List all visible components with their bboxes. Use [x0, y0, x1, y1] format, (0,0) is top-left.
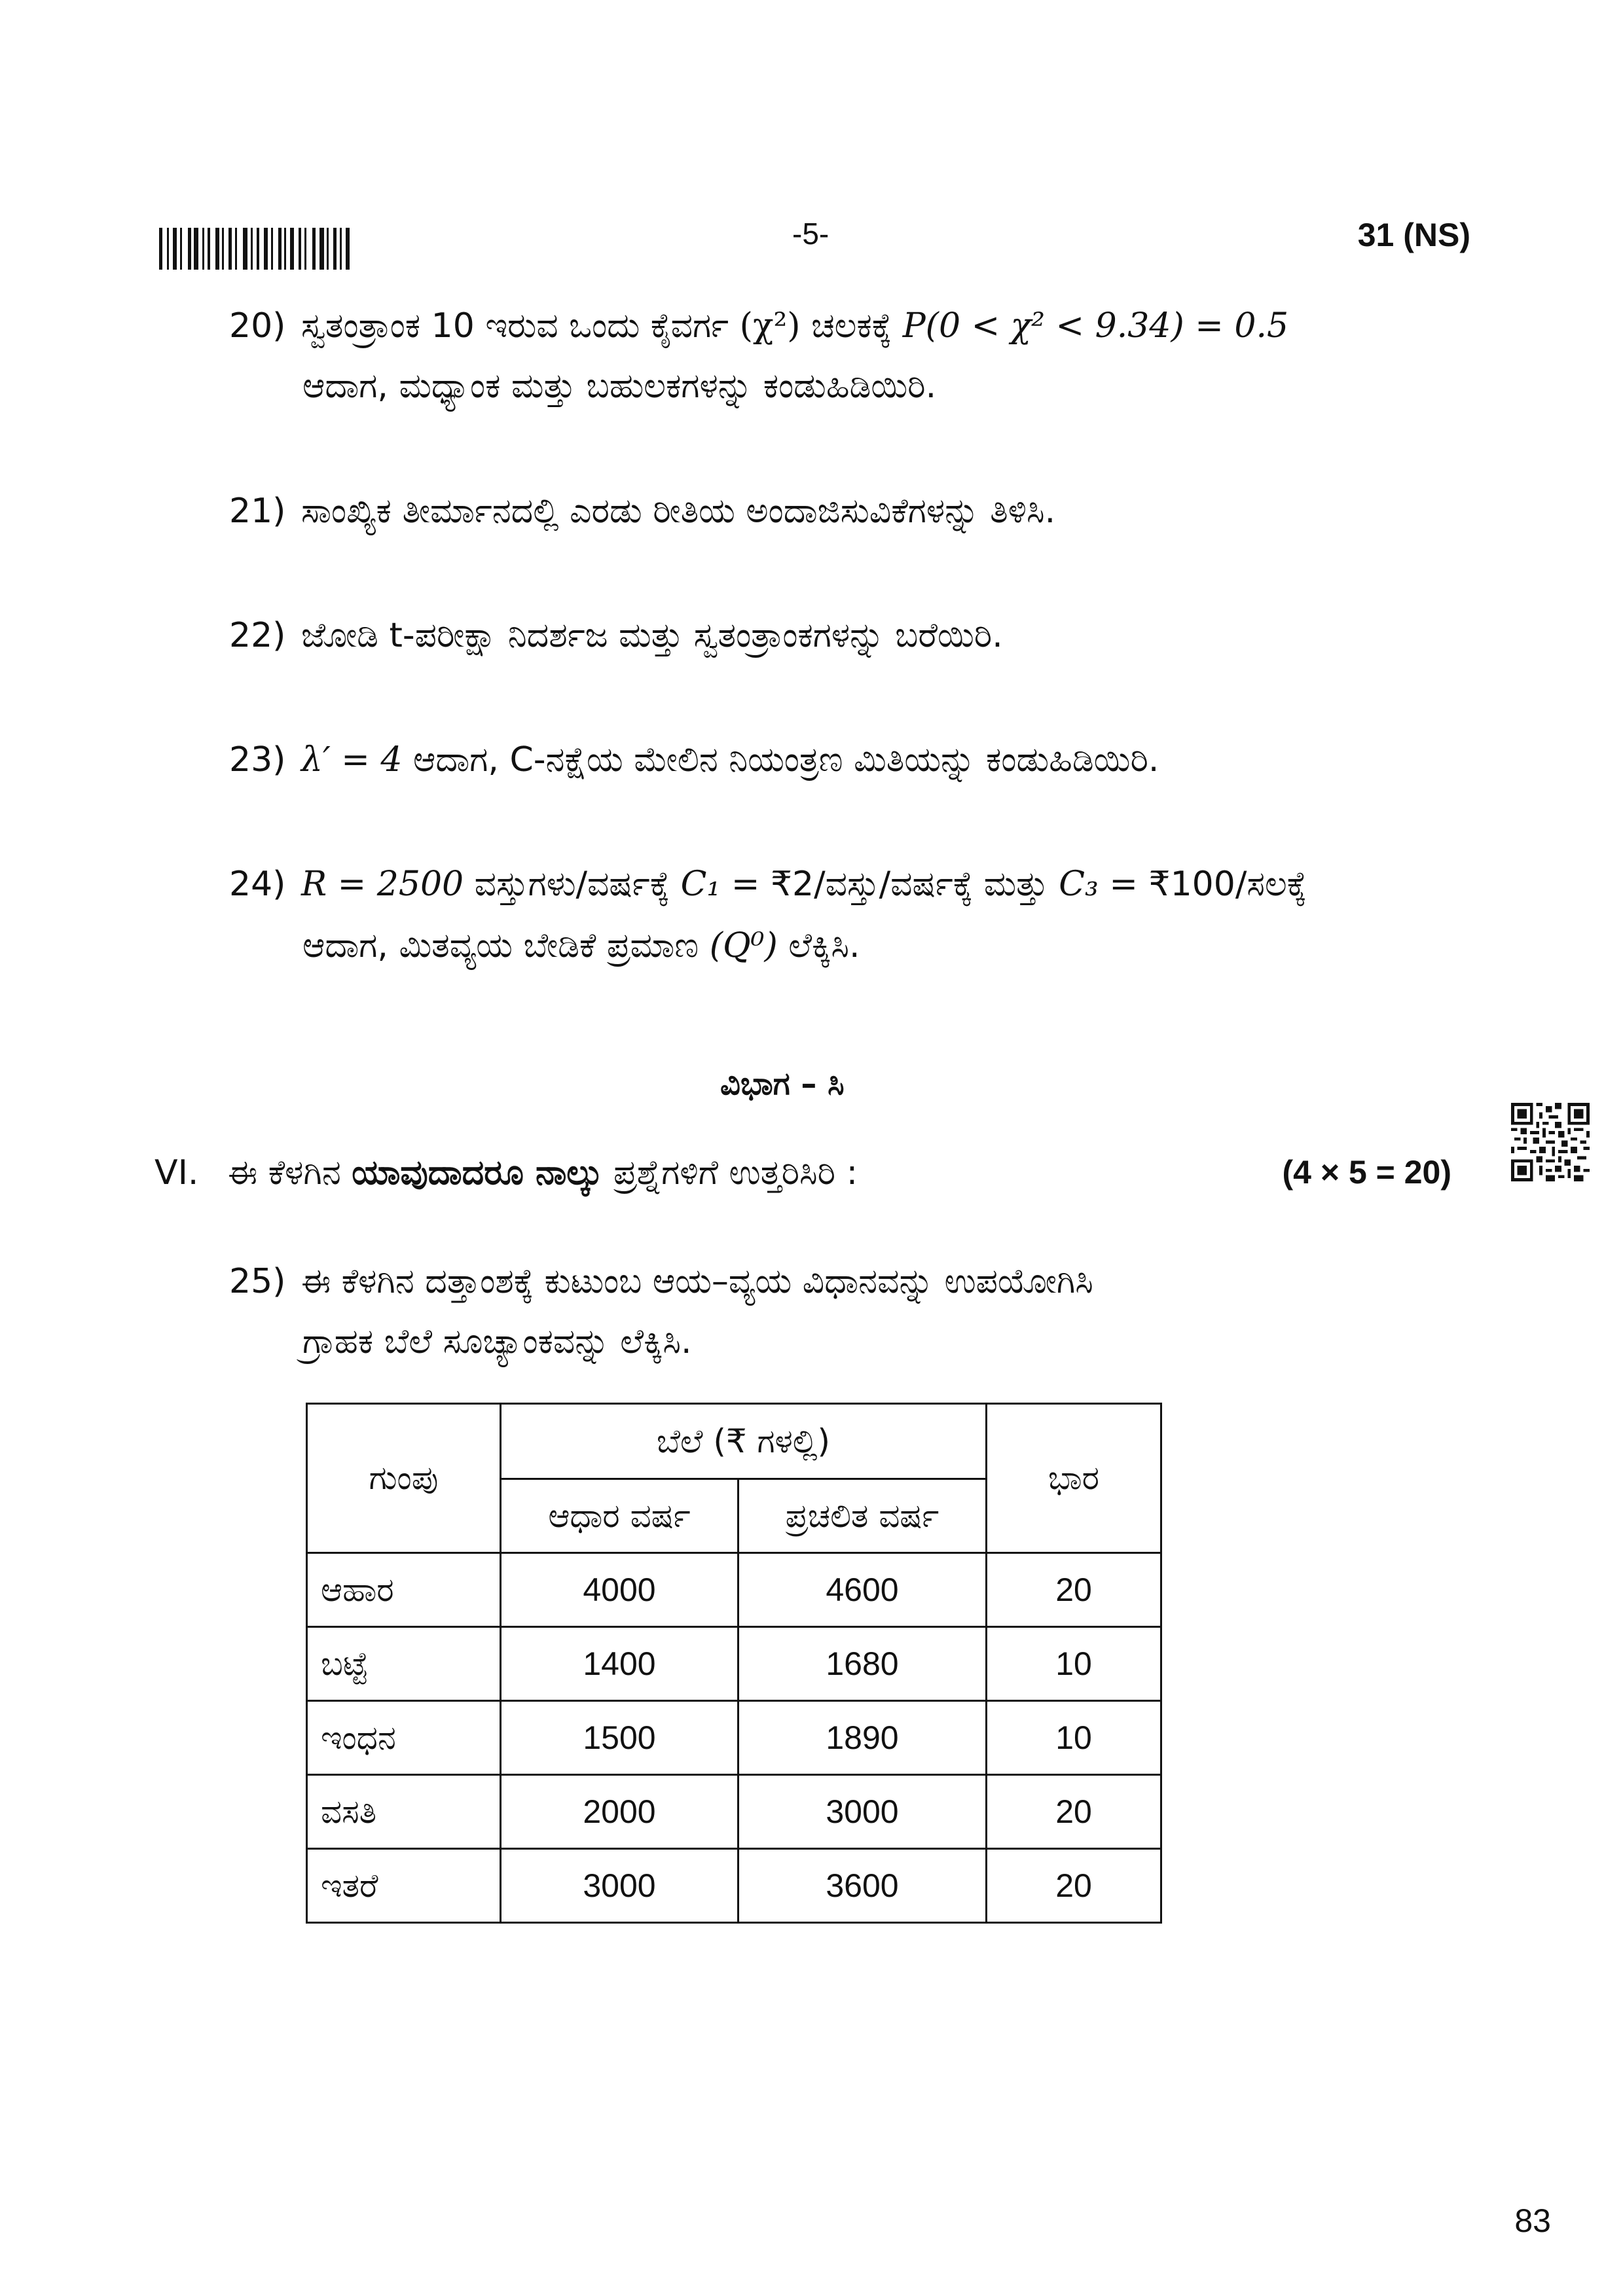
cell-base: 4000: [501, 1553, 739, 1627]
cell-current: 3000: [739, 1775, 987, 1849]
question-25: 25) ಈ ಕೆಳಗಿನ ದತ್ತಾಂಶಕ್ಕೆ ಕುಟುಂಬ ಆಯ–ವ್ಯಯ ವಿಧಾನವನ್ನು ಉಪಯೋಗಿಸಿ: [229, 1250, 1093, 1313]
cell-weight: 20: [987, 1849, 1161, 1923]
question-22: 22) ಜೋಡಿ t-ಪರೀಕ್ಷಾ ನಿದರ್ಶಜ ಮತ್ತು ಸ್ವತಂತ್ರಾಂಕಗಳನ್ನು ಬರೆಯಿರಿ.: [229, 604, 1003, 667]
header-price: ಬೆಲೆ (₹ ಗಳಲ್ಲಿ): [501, 1404, 987, 1479]
cell-group: ಬಟ್ಟೆ: [307, 1627, 501, 1701]
lambda-expression: λ′ = 4: [301, 740, 403, 780]
question-24-line2: ಆದಾಗ, ಮಿತವ್ಯಯ ಬೇಡಿಕೆ ಪ್ರಮಾಣ (Q⁰) ಲೆಕ್ಕಿಸಿ.: [302, 926, 860, 965]
question-number: 21): [229, 492, 286, 531]
page-marker: -5-: [792, 217, 830, 251]
cell-weight: 10: [987, 1701, 1161, 1775]
header-group: ಗುಂಪು: [307, 1404, 501, 1553]
question-number: 24): [229, 865, 286, 904]
header-weight: ಭಾರ: [987, 1404, 1161, 1553]
cell-group: ಇಂಧನ: [307, 1701, 501, 1775]
header-base-year: ಆಧಾರ ವರ್ಷ: [501, 1479, 739, 1553]
cell-weight: 20: [987, 1775, 1161, 1849]
question-number: 22): [229, 616, 286, 655]
roman-numeral: VI.: [155, 1153, 199, 1193]
cell-group: ಆಹಾರ: [307, 1553, 501, 1627]
table-row: [307, 1775, 1161, 1849]
cell-current: 4600: [739, 1553, 987, 1627]
cell-current: 1890: [739, 1701, 987, 1775]
table-row: [307, 1627, 1161, 1701]
probability-expression: P(0 < χ² < 9.34) = 0.5: [902, 306, 1289, 346]
cell-base: 1500: [501, 1701, 739, 1775]
question-number: 23): [229, 740, 286, 780]
question-25-line2: ಗ್ರಾಹಕ ಬೆಲೆ ಸೂಚ್ಯಾಂಕವನ್ನು ಲೆಕ್ಕಿಸಿ.: [302, 1322, 692, 1361]
question-20-line2: ಆದಾಗ, ಮಧ್ಯಾಂಕ ಮತ್ತು ಬಹುಲಕಗಳನ್ನು ಕಂಡುಹಿಡಿಯಿರಿ.: [302, 367, 937, 406]
section-title: ವಿಭಾಗ – ಸಿ: [720, 1066, 845, 1102]
paper-code: 31 (NS): [1357, 217, 1470, 253]
question-number: 25): [229, 1262, 286, 1301]
cell-current: 1680: [739, 1627, 987, 1701]
cell-group: ವಸತಿ: [307, 1775, 501, 1849]
marks-allocation: (4 × 5 = 20): [1282, 1154, 1451, 1191]
table-row: [307, 1553, 1161, 1627]
table-row: [307, 1849, 1161, 1923]
question-23: 23) λ′ = 4 ಆದಾಗ, C-ನಕ್ಷೆಯ ಮೇಲಿನ ನಿಯಂತ್ರಣ ಮಿತಿಯನ್ನು ಕಂಡುಹಿಡಿಯಿರಿ.: [229, 728, 1159, 791]
cell-weight: 10: [987, 1627, 1161, 1701]
question-20: 20) ಸ್ವತಂತ್ರಾಂಕ 10 ಇರುವ ಒಂದು ಕೈವರ್ಗ (χ²) ಚಲಕಕ್ಕೆ P(0 < χ² < 9.34) = 0.5: [229, 295, 1288, 357]
footer-page-number: 83: [1514, 2202, 1551, 2239]
data-table: [306, 1403, 1162, 1924]
cell-base: 1400: [501, 1627, 739, 1701]
cell-weight: 20: [987, 1553, 1161, 1627]
cell-group: ಇತರೆ: [307, 1849, 501, 1923]
cell-base: 3000: [501, 1849, 739, 1923]
instruction-emphasis: ಯಾವುದಾದರೂ ನಾಲ್ಕು: [352, 1153, 603, 1193]
chi-square-symbol: (χ²): [739, 306, 801, 346]
q0-symbol: (Q⁰): [709, 926, 778, 965]
barcode: [159, 228, 370, 270]
header-current-year: ಪ್ರಚಲಿತ ವರ್ಷ: [739, 1479, 987, 1553]
cell-base: 2000: [501, 1775, 739, 1849]
question-number: 20): [229, 306, 286, 346]
question-24: 24) R = 2500 ವಸ್ತುಗಳು/ವರ್ಷಕ್ಕೆ C₁ = ₹2/ವಸ್ತು/ವರ್ಷಕ್ಕೆ ಮತ್ತು C₃ = ₹100/ಸಲಕ್ಕೆ: [229, 853, 1307, 916]
section-instruction: VI. ಈ ಕೆಳಗಿನ ಯಾವುದಾದರೂ ನಾಲ್ಕು ಪ್ರಶ್ನೆಗಳಿಗೆ ಉತ್ತರಿಸಿರಿ :: [155, 1153, 858, 1193]
question-21: 21) ಸಾಂಖ್ಯಿಕ ತೀರ್ಮಾನದಲ್ಲಿ ಎರಡು ರೀತಿಯ ಅಂದಾಜಿಸುವಿಕೆಗಳನ್ನು ತಿಳಿಸಿ.: [229, 480, 1055, 543]
qr-code: [1511, 1103, 1590, 1181]
table-row: [307, 1701, 1161, 1775]
cell-current: 3600: [739, 1849, 987, 1923]
